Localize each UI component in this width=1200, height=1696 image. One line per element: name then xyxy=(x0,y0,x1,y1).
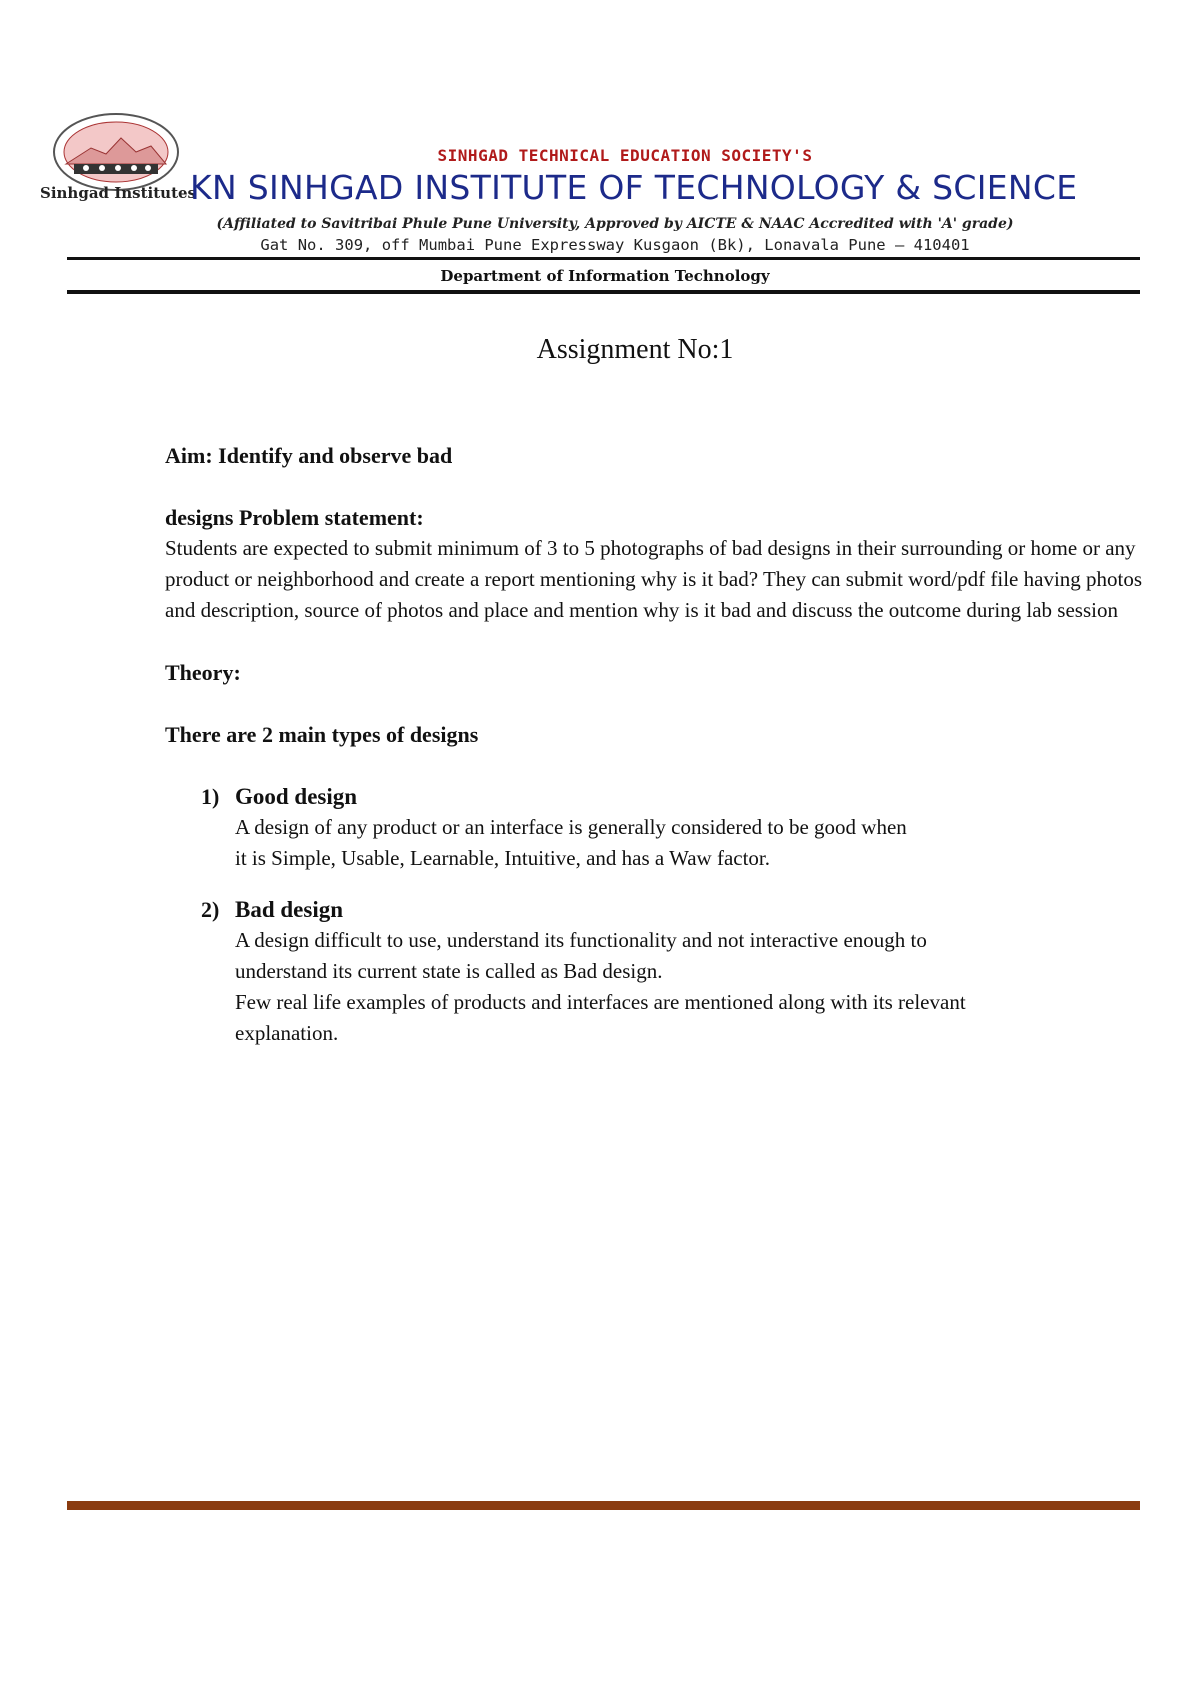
society-name: SINHGAD TECHNICAL EDUCATION SOCIETY'S xyxy=(437,146,813,165)
problem-heading: designs Problem statement: xyxy=(165,505,424,530)
institute-name: KN SINHGAD INSTITUTE OF TECHNOLOGY & SCIENCE xyxy=(190,168,1078,207)
spacer xyxy=(165,688,1145,719)
list-line: explanation. xyxy=(235,1021,339,1045)
document-body xyxy=(165,440,1145,1049)
list-line: A design of any product or an interface is generally considered to be good when xyxy=(235,815,907,839)
list-title: Good design xyxy=(235,784,358,809)
list-number: 2) xyxy=(201,897,220,922)
address-line: Gat No. 309, off Mumbai Pune Expressway Kusgaon (Bk), Lonavala Pune – 410401 xyxy=(260,236,970,254)
spacer xyxy=(165,471,1145,502)
types-heading: There are 2 main types of designs xyxy=(165,722,479,747)
footer-bar xyxy=(67,1501,1140,1510)
list-item-bad-design xyxy=(165,894,1145,1049)
affiliation-line: (Affiliated to Savitribai Phule Pune University, Approved by AICTE & NAAC Accredited with 'A' grade) xyxy=(216,216,1014,232)
theory-heading: Theory: xyxy=(165,660,241,685)
problem-statement: Students are expected to submit minimum of 3 to 5 photographs of bad designs in their surrounding or home or any product or neighborhood and create a report mentioning why is it bad? They can submit word/pdf file having photos and description, source of photos and place and mention why is it bad and discuss the outcome during lab session xyxy=(165,536,1143,622)
list-line: understand its current state is called as Bad design. xyxy=(235,959,663,983)
spacer xyxy=(165,626,1145,657)
list-line: Few real life examples of products and interfaces are mentioned along with its relevant xyxy=(235,990,966,1014)
list-line: it is Simple, Usable, Learnable, Intuitive, and has a Waw factor. xyxy=(235,846,771,870)
aim-heading: Aim: Identify and observe bad xyxy=(165,443,453,468)
department-name: Department of Information Technology xyxy=(440,267,770,285)
header-rule-top xyxy=(67,257,1140,260)
list-title: Bad design xyxy=(235,897,344,922)
assignment-title: Assignment No:1 xyxy=(536,334,734,365)
list-item-good-design xyxy=(165,781,1145,874)
spacer xyxy=(165,874,1145,894)
header-rule-bottom xyxy=(67,290,1140,294)
logo-caption: Sinhgad Institutes xyxy=(40,184,197,202)
spacer xyxy=(165,750,1145,781)
list-line: A design difficult to use, understand its functionality and not interactive enough to xyxy=(235,928,927,952)
list-number: 1) xyxy=(201,784,220,809)
